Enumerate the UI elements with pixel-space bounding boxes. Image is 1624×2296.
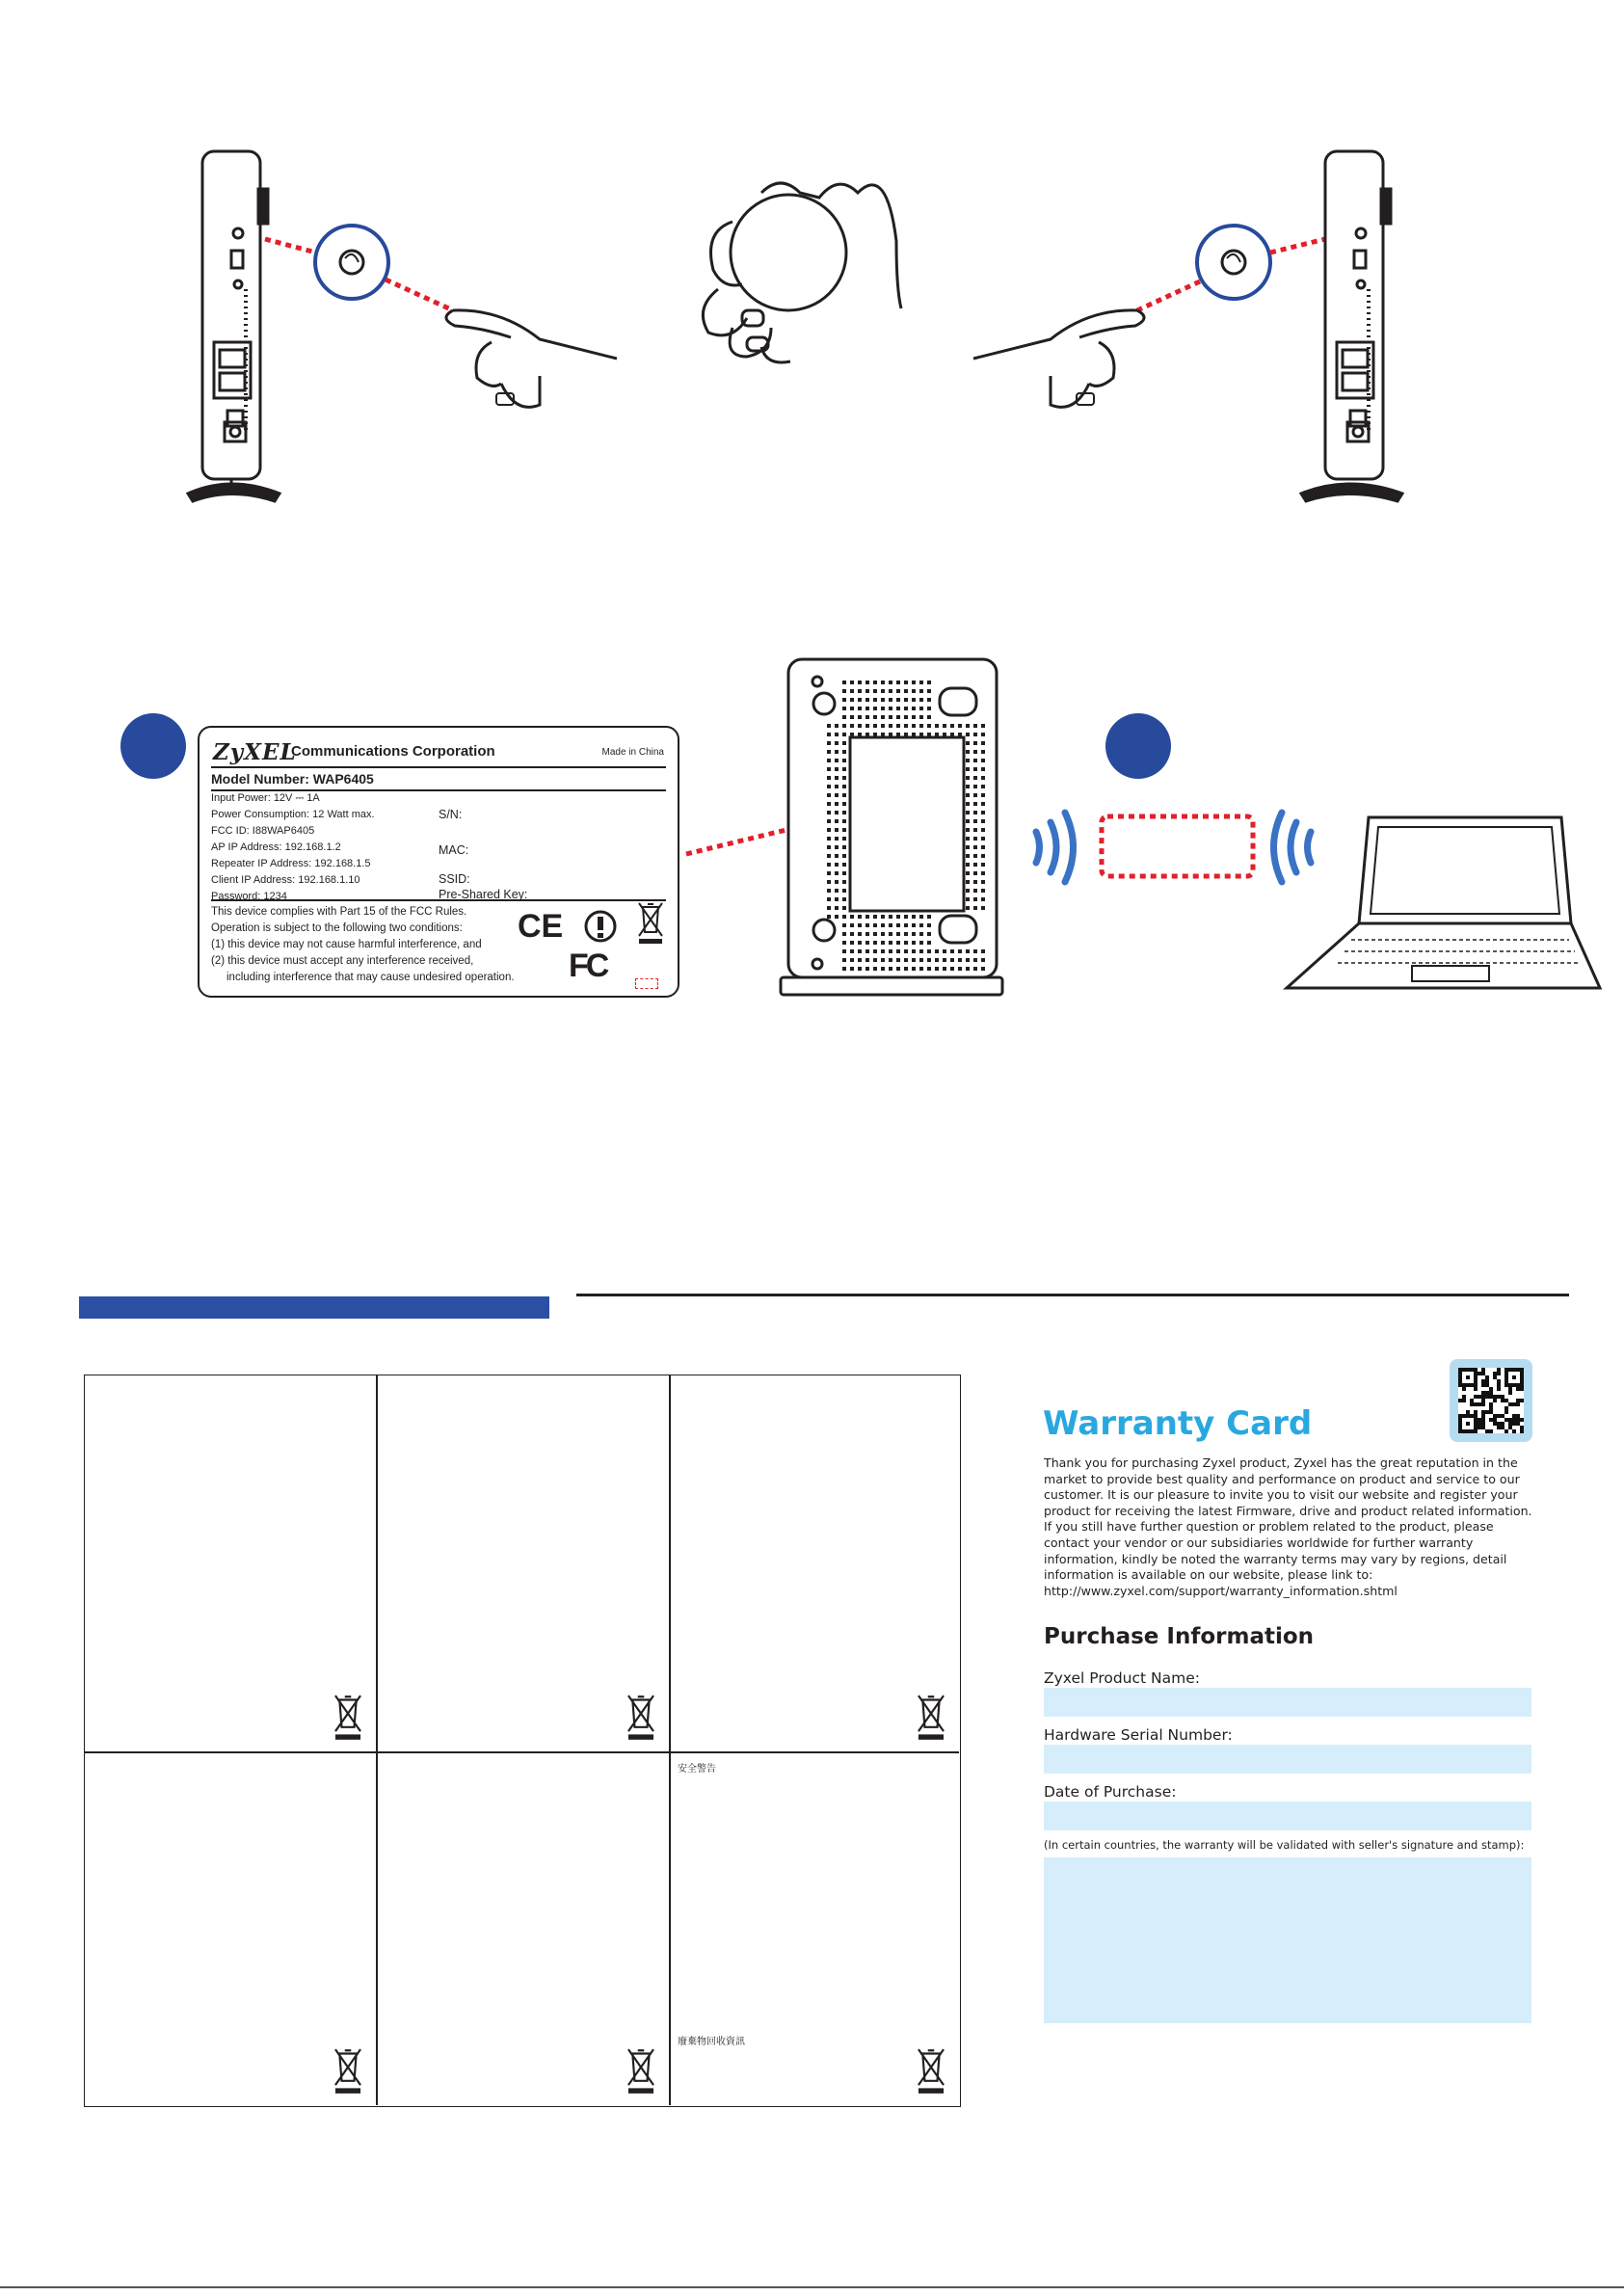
spec-line: FCC ID: I88WAP6405	[211, 825, 315, 837]
weee-bin-icon	[623, 2047, 659, 2096]
serial-number-label: Hardware Serial Number:	[1044, 1726, 1233, 1744]
weee-bin-icon	[623, 1694, 659, 1742]
spec-line: Power Consumption: 12 Watt max.	[211, 809, 375, 820]
spec-line: Input Power: 12V ⎓ 1A	[211, 792, 320, 804]
mac-field: MAC:	[439, 843, 469, 857]
hand-left	[446, 310, 617, 407]
made-in: Made in China	[601, 747, 664, 758]
fcc-line: This device complies with Part 15 of the FCC Rules.	[211, 906, 467, 918]
ssid-field: SSID:	[439, 872, 470, 886]
step-badge-2	[1105, 713, 1171, 779]
spec-line: Password: 1234	[211, 891, 287, 902]
brand-logo: ZyXEL	[213, 739, 297, 765]
highlight-box-small	[635, 978, 658, 989]
hand-right	[973, 310, 1144, 407]
laptop-illustration	[1287, 817, 1600, 988]
weee-bin-icon	[330, 2047, 366, 2096]
qr-pattern	[1458, 1368, 1524, 1433]
fcc-line: (1) this device may not cause harmful interference, and	[211, 939, 482, 950]
recycling-caption: 廢棄物回收資訊	[678, 2037, 745, 2047]
device-side-right	[1301, 151, 1402, 501]
hand-center	[703, 183, 901, 362]
safety-cell	[377, 1375, 669, 1751]
product-name-label: Zyxel Product Name:	[1044, 1669, 1200, 1687]
spec-line: Client IP Address: 192.168.1.10	[211, 874, 360, 886]
purchase-date-label: Date of Purchase:	[1044, 1783, 1177, 1801]
spec-line: AP IP Address: 192.168.1.2	[211, 841, 341, 853]
weee-bin-icon	[913, 1694, 949, 1742]
vent-grid	[788, 659, 997, 977]
safety-caption: 安全警告	[678, 1764, 716, 1775]
fcc-line: (2) this device must accept any interference received,	[211, 955, 474, 967]
signature-stamp-field[interactable]	[1044, 1857, 1531, 2023]
purchase-heading: Purchase Information	[1044, 1624, 1315, 1649]
product-name-field[interactable]	[1044, 1688, 1531, 1717]
safety-cell	[85, 1752, 376, 2105]
reset-illustration	[0, 0, 1624, 540]
fcc-line: Operation is subject to the following two conditions:	[211, 922, 463, 934]
wifi-waves-right	[1274, 813, 1312, 882]
section-header-bar	[79, 1296, 549, 1319]
signature-note: (In certain countries, the warranty will be validated with seller's signature and stamp):	[1044, 1838, 1525, 1852]
qr-code[interactable]	[1450, 1359, 1532, 1442]
serial-field: S/N:	[439, 808, 463, 821]
section-rule	[576, 1294, 1569, 1296]
weee-bin-icon	[330, 1694, 366, 1742]
weee-bin-icon	[635, 901, 666, 946]
fcc-line: including interference that may cause undesired operation.	[226, 972, 515, 983]
safety-warnings-grid	[84, 1375, 961, 2107]
weee-bin-icon	[913, 2047, 949, 2096]
ce-mark: CE	[518, 908, 564, 945]
safety-cell	[377, 1752, 669, 2105]
step-badge-1	[120, 713, 186, 779]
fc-mark: FC	[569, 948, 607, 984]
purchase-date-field[interactable]	[1044, 1802, 1531, 1830]
warranty-title: Warranty Card	[1043, 1404, 1313, 1443]
safety-cell	[670, 1375, 959, 1751]
device-side-left	[188, 151, 280, 501]
safety-cell	[85, 1375, 376, 1751]
psk-field: Pre-Shared Key:	[439, 888, 528, 901]
safety-cell-taiwan	[670, 1752, 959, 2105]
wifi-waves-left	[1036, 813, 1074, 882]
company-name: Communications Corporation	[291, 743, 495, 760]
alert-icon	[583, 909, 618, 944]
model-number: Model Number: WAP6405	[211, 766, 666, 791]
spec-line: Repeater IP Address: 192.168.1.5	[211, 858, 371, 869]
footer-rule	[0, 2286, 1624, 2288]
warranty-body: Thank you for purchasing Zyxel product, Zyxel has the great reputation in the market to provide best quality and performance on product and service to our customer. It is our pleasure to invite you to visit our website and register your product for receiving the latest Firmware, drive and product related information. If you still have further question or problem related to the product, please contact your vendor or our subsidiaries worldwide for further warranty information, kindly be noted the warranty terms may vary by regions, detail information is available on our website, please link to: http://www.zyxel.com/support/warranty_information.shtml	[1044, 1455, 1532, 1598]
highlight-box-ssid	[1102, 816, 1253, 876]
device-label	[198, 726, 679, 998]
serial-number-field[interactable]	[1044, 1745, 1531, 1774]
